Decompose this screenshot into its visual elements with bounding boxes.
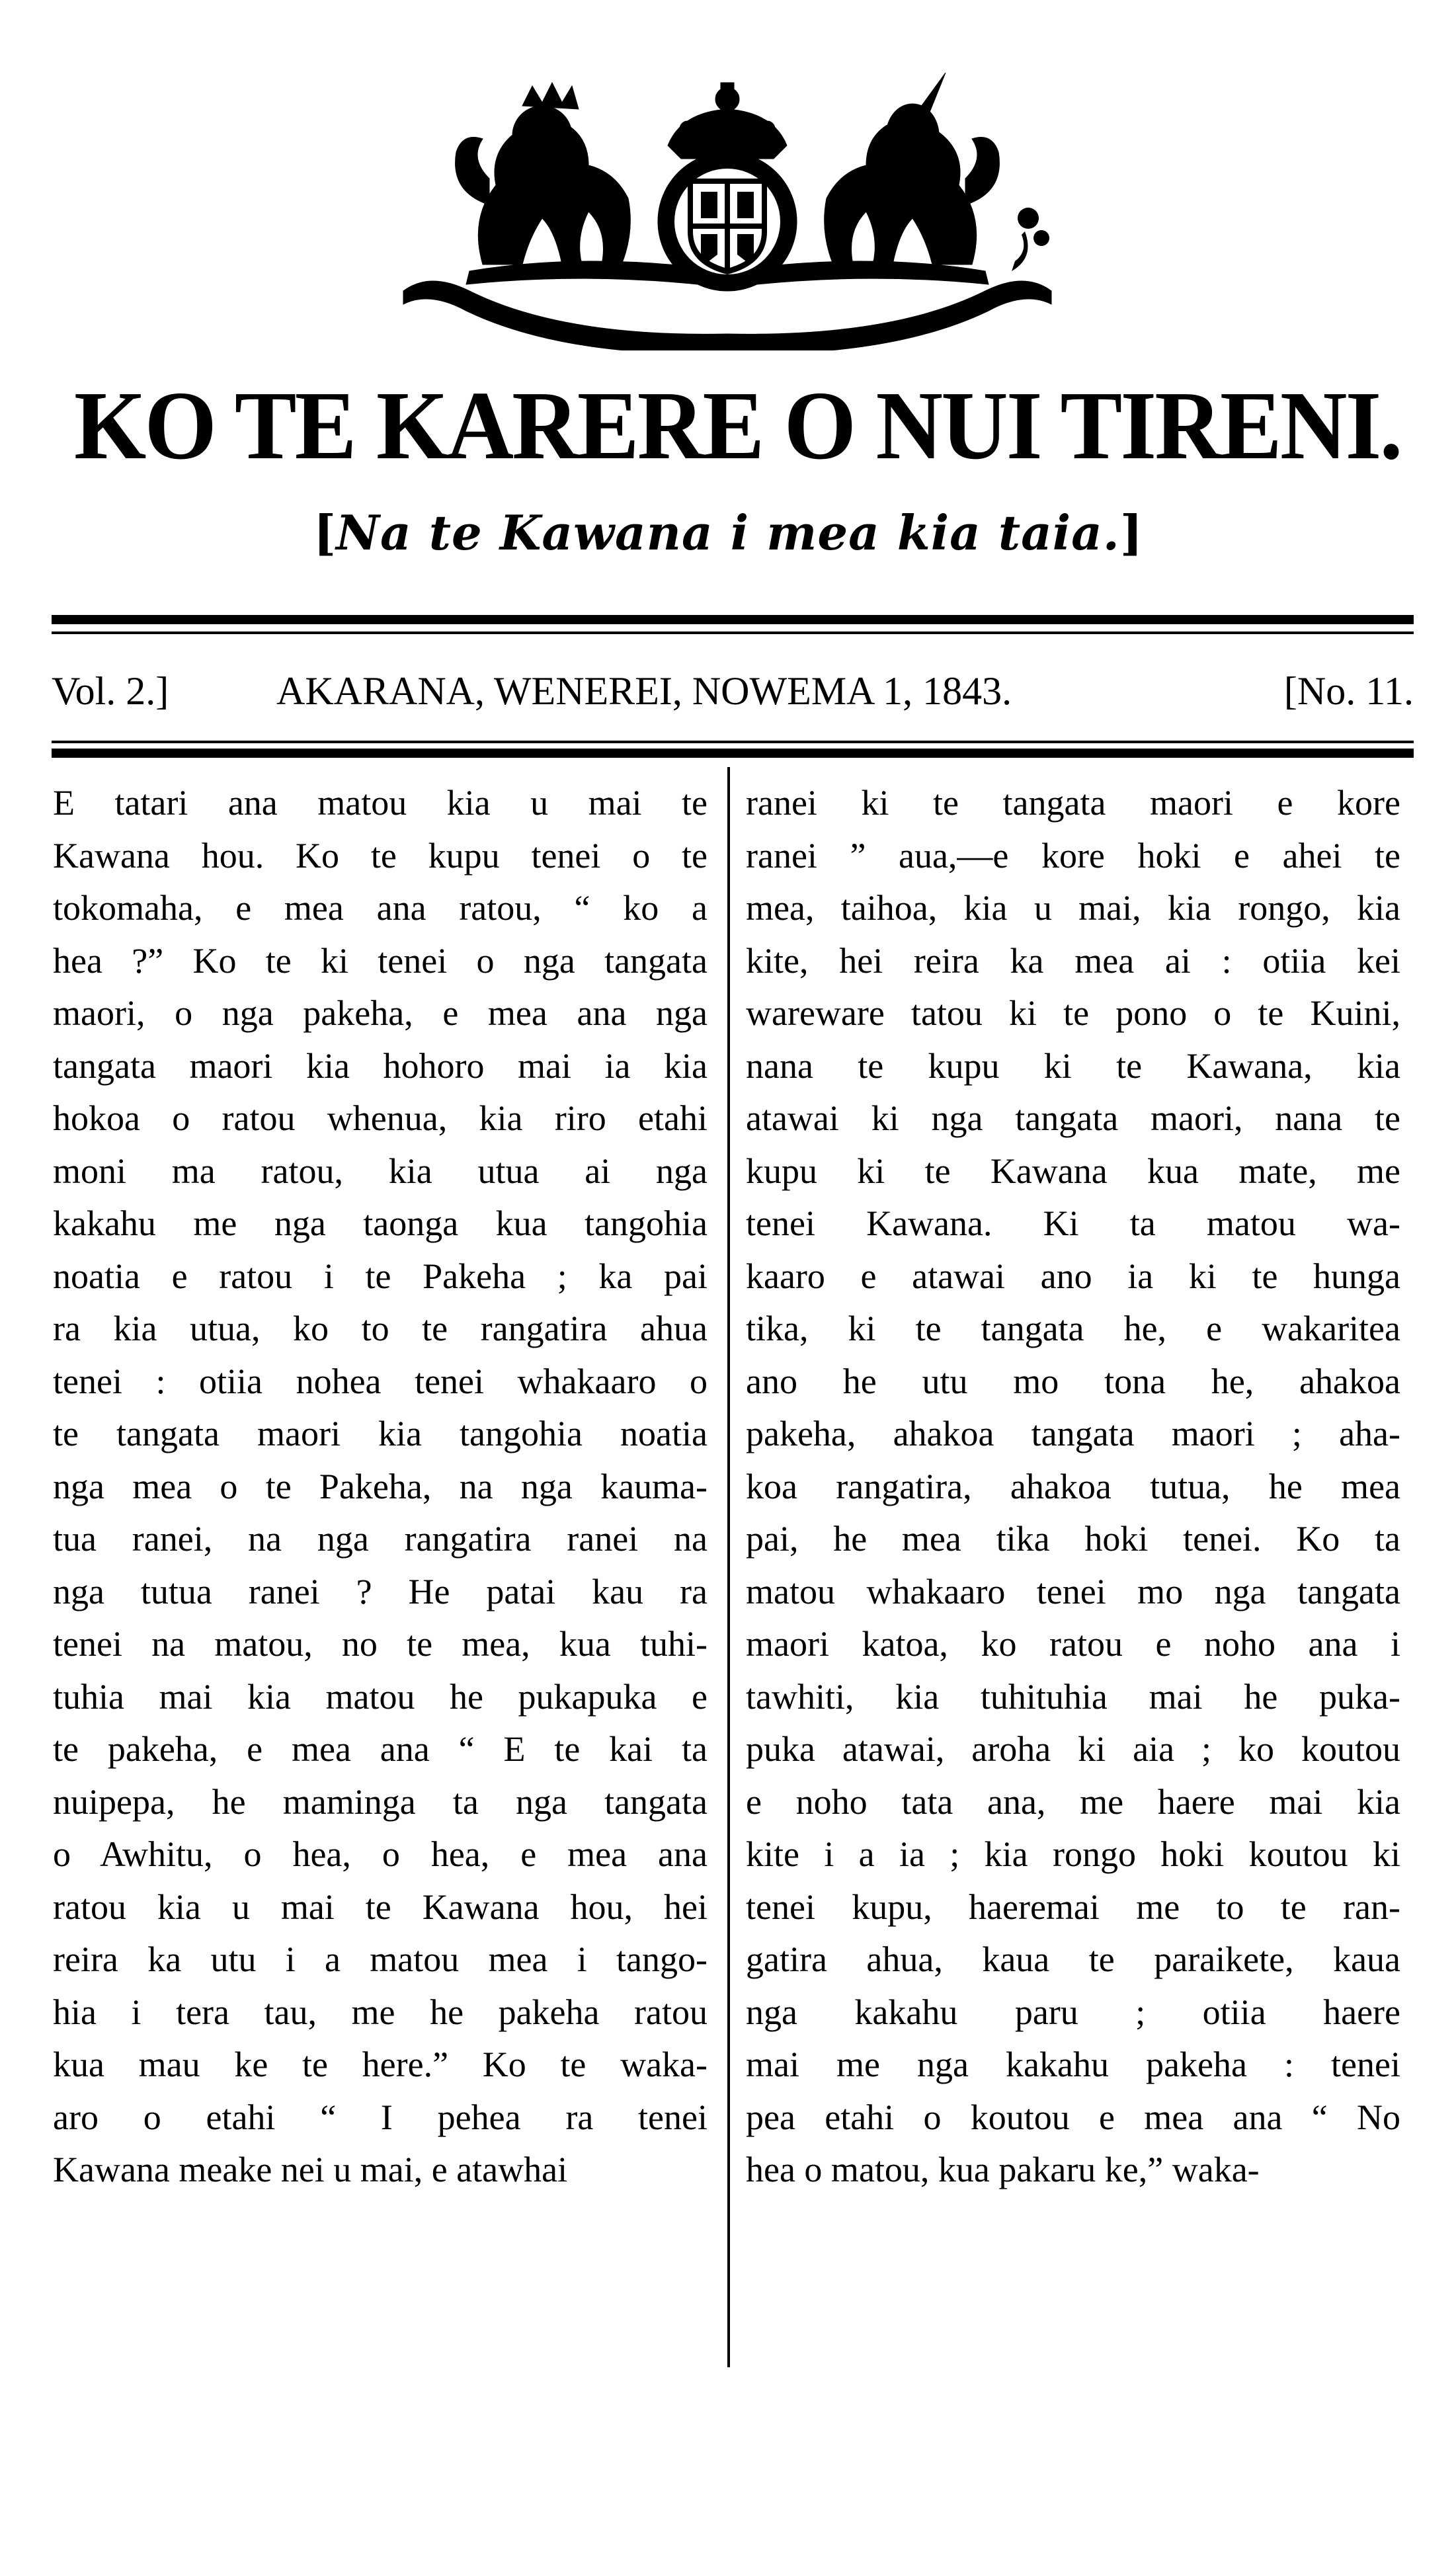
article-line: koa rangatira, ahakoa tutua, he mea [746,1466,1400,1506]
royal-coat-of-arms-icon [390,73,1065,350]
article-line: maori katoa, ko ratou e noho ana i [746,1624,1400,1664]
article-line: pakeha, ahakoa tangata maori ; aha- [746,1414,1400,1453]
article-line: kua mau ke te here.” Ko te waka- [53,2045,708,2084]
article-line: ratou kia u mai te Kawana hou, hei [53,1887,708,1927]
article-line: o Awhitu, o hea, o hea, e mea ana [53,1834,708,1874]
subtitle-close-bracket: ] [1119,505,1143,561]
article-line: te pakeha, e mea ana “ E te kai ta [53,1729,708,1769]
article-column-right [746,777,1400,2197]
article-line: hea o matou, kua pakaru ke,” waka- [746,2150,1260,2189]
article-line: tenei na matou, no te mea, kua tuhi- [53,1624,708,1664]
article-line: tenei : otiia nohea tenei whakaaro o [53,1361,708,1401]
article-line: reira ka utu i a matou mea i tango- [53,1939,708,1979]
article-line: mai me nga kakahu pakeha : tenei [746,2045,1400,2084]
volume-number: 2.] [116,669,169,713]
article-line: tika, ki te tangata he, e wakaritea [746,1309,1400,1348]
article-line: Kawana meake nei u mai, e atawhai [53,2150,568,2189]
article-line: nana te kupu ki te Kawana, kia [746,1045,1400,1086]
article-line: tenei Kawana. Ki ta matou wa- [746,1203,1400,1243]
article-line: nga tutua ranei ? He patai kau ra [53,1571,708,1611]
article-line: pea etahi o koutou e mea ana “ No [746,2097,1400,2137]
masthead-subtitle [0,505,1456,561]
article-line: mea, taihoa, kia u mai, kia rongo, kia [746,888,1400,928]
masthead-title: KO TE KARERE O NUI TIRENI. [74,372,1401,480]
article-line: te tangata maori kia tangohia noatia [53,1414,708,1453]
article-line: ano he utu mo tona he, ahakoa [746,1361,1400,1401]
article-line: tenei kupu, haeremai me to te ran- [746,1887,1400,1927]
article-line: hokoa o ratou whenua, kia riro etahi [53,1098,708,1138]
article-line: kakahu me nga taonga kua tangohia [53,1203,708,1243]
article-line: hia i tera tau, me he pakeha ratou [53,1992,708,2032]
subtitle-open-bracket: [ [313,505,337,561]
article-line: kupu ki te Kawana kua mate, me [746,1151,1400,1191]
article-line: tokomaha, e mea ana ratou, “ ko a [53,888,708,928]
masthead-rule-thick [52,615,1414,624]
masthead-rule-thin [52,631,1414,634]
article-line: kite, hei reira ka mea ai : otiia kei [746,940,1400,981]
subtitle-text: Na te Kawana i mea kia taia. [336,505,1120,561]
article-line: ranei ki te tangata maori e kore [746,783,1400,823]
article-line: matou whakaaro tenei mo nga tangata [746,1571,1400,1611]
article-line: nga kakahu paru ; otiia haere [746,1992,1400,2032]
article-line: Kawana hou. Ko te kupu tenei o te [53,835,708,875]
dateline-rule-thick [52,749,1414,758]
article-line: puka atawai, aroha ki aia ; ko koutou [746,1729,1400,1769]
issue-dateline-bar [52,661,1414,721]
article-column-left [53,777,708,2197]
article-line: aro o etahi “ I pehea ra tenei [53,2097,708,2137]
article-line: tuhia mai kia matou he pukapuka e [53,1676,708,1717]
article-line: tangata maori kia hohoro mai ia kia [53,1045,708,1086]
article-line: wareware tatou ki te pono o te Kuini, [746,993,1400,1033]
article-line: e noho tata ana, me haere mai kia [746,1781,1400,1822]
article-line: nuipepa, he maminga ta nga tangata [53,1781,708,1822]
column-divider [727,767,730,2367]
issue-number: [No. 11. [1283,669,1414,713]
article-line: nga mea o te Pakeha, na nga kauma- [53,1466,708,1506]
article-line: tua ranei, na nga rangatira ranei na [53,1519,708,1559]
article-line: kite i a ia ; kia rongo hoki koutou ki [746,1834,1400,1874]
article-line: atawai ki nga tangata maori, nana te [746,1098,1400,1138]
article-line: maori, o nga pakeha, e mea ana nga [53,993,708,1033]
article-line: ra kia utua, ko to te rangatira ahua [53,1309,708,1348]
volume-prefix: Vol. [52,669,116,713]
article-line: kaaro e atawai ano ia ki te hunga [746,1256,1400,1296]
article-line: E tatari ana matou kia u mai te [53,783,708,823]
article-line: tawhiti, kia tuhituhia mai he puka- [746,1676,1400,1717]
article-line: ranei ” aua,—e kore hoki e ahei te [746,835,1400,875]
article-line: hea ?” Ko te ki tenei o nga tangata [53,940,708,981]
article-line: moni ma ratou, kia utua ai nga [53,1151,708,1191]
article-line: pai, he mea tika hoki tenei. Ko ta [746,1519,1400,1559]
article-line: gatira ahua, kaua te paraikete, kaua [746,1939,1400,1979]
volume-label [52,661,169,721]
article-line: noatia e ratou i te Pakeha ; ka pai [53,1256,708,1296]
dateline: AKARANA, WENEREI, NOWEMA 1, 1843. [276,669,1012,713]
dateline-rule-thin [52,741,1414,743]
